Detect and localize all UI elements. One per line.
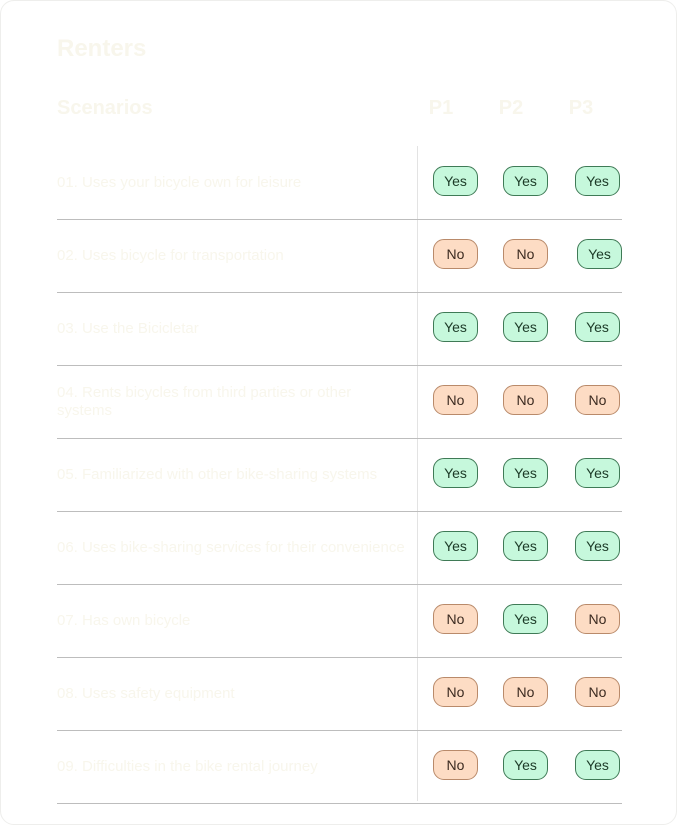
p2-answer-badge: Yes — [503, 312, 548, 342]
p3-answer-badge: Yes — [575, 458, 620, 488]
p3-answer-badge: Yes — [575, 312, 620, 342]
scenario-label: 07. Has own bicycle — [57, 611, 191, 629]
p1-answer-badge: Yes — [433, 531, 478, 561]
p1-answer-badge: No — [433, 677, 478, 707]
scenario-label: 05. Familiarized with other bike-sharing systems — [57, 465, 378, 483]
p1-answer-badge: No — [433, 385, 478, 415]
p3-answer-badge: Yes — [577, 239, 622, 269]
p2-answer-badge: Yes — [503, 458, 548, 488]
p2-answer-badge: No — [503, 385, 548, 415]
scenario-label: 08. Uses safety equipment — [57, 684, 235, 702]
scenario-label: 04. Rents bicycles from third parties or other systems — [57, 383, 352, 419]
scenario-label: 02. Uses bicycle for transportation — [57, 246, 284, 264]
p1-answer-badge: No — [433, 604, 478, 634]
p2-answer-badge: No — [503, 677, 548, 707]
page-title: Renters — [57, 35, 147, 62]
table-row — [57, 438, 622, 512]
table-row — [57, 584, 622, 658]
p2-answer-badge: Yes — [503, 750, 548, 780]
p2-answer-badge: Yes — [503, 604, 548, 634]
scenario-label: 03. Use the Bicicletar — [57, 319, 199, 337]
p1-answer-badge: Yes — [433, 458, 478, 488]
table-row — [57, 219, 622, 293]
column-header-scenarios: Scenarios — [57, 97, 153, 119]
table-row — [57, 730, 622, 804]
table-row — [57, 657, 622, 731]
table-row — [57, 146, 622, 220]
p3-answer-badge: Yes — [575, 166, 620, 196]
column-header-p2: P2 — [498, 97, 524, 119]
column-header-p1: P1 — [428, 97, 454, 119]
p3-answer-badge: Yes — [575, 531, 620, 561]
p2-answer-badge: Yes — [503, 531, 548, 561]
p1-answer-badge: Yes — [433, 312, 478, 342]
p2-answer-badge: Yes — [503, 166, 548, 196]
p1-answer-badge: No — [433, 750, 478, 780]
p1-answer-badge: Yes — [433, 166, 478, 196]
p3-answer-badge: Yes — [575, 750, 620, 780]
p2-answer-badge: No — [503, 239, 548, 269]
table-row — [57, 365, 622, 439]
table-row — [57, 511, 622, 585]
table-row — [57, 292, 622, 366]
column-header-p3: P3 — [568, 97, 594, 119]
scenario-label: 09. Difficulties in the bike rental journey — [57, 757, 318, 775]
p3-answer-badge: No — [575, 385, 620, 415]
p3-answer-badge: No — [575, 604, 620, 634]
p3-answer-badge: No — [575, 677, 620, 707]
scenario-label: 06. Uses bike-sharing services for their convenience — [57, 538, 405, 556]
p1-answer-badge: No — [433, 239, 478, 269]
scenario-label: 01. Uses your bicycle own for leisure — [57, 173, 302, 191]
